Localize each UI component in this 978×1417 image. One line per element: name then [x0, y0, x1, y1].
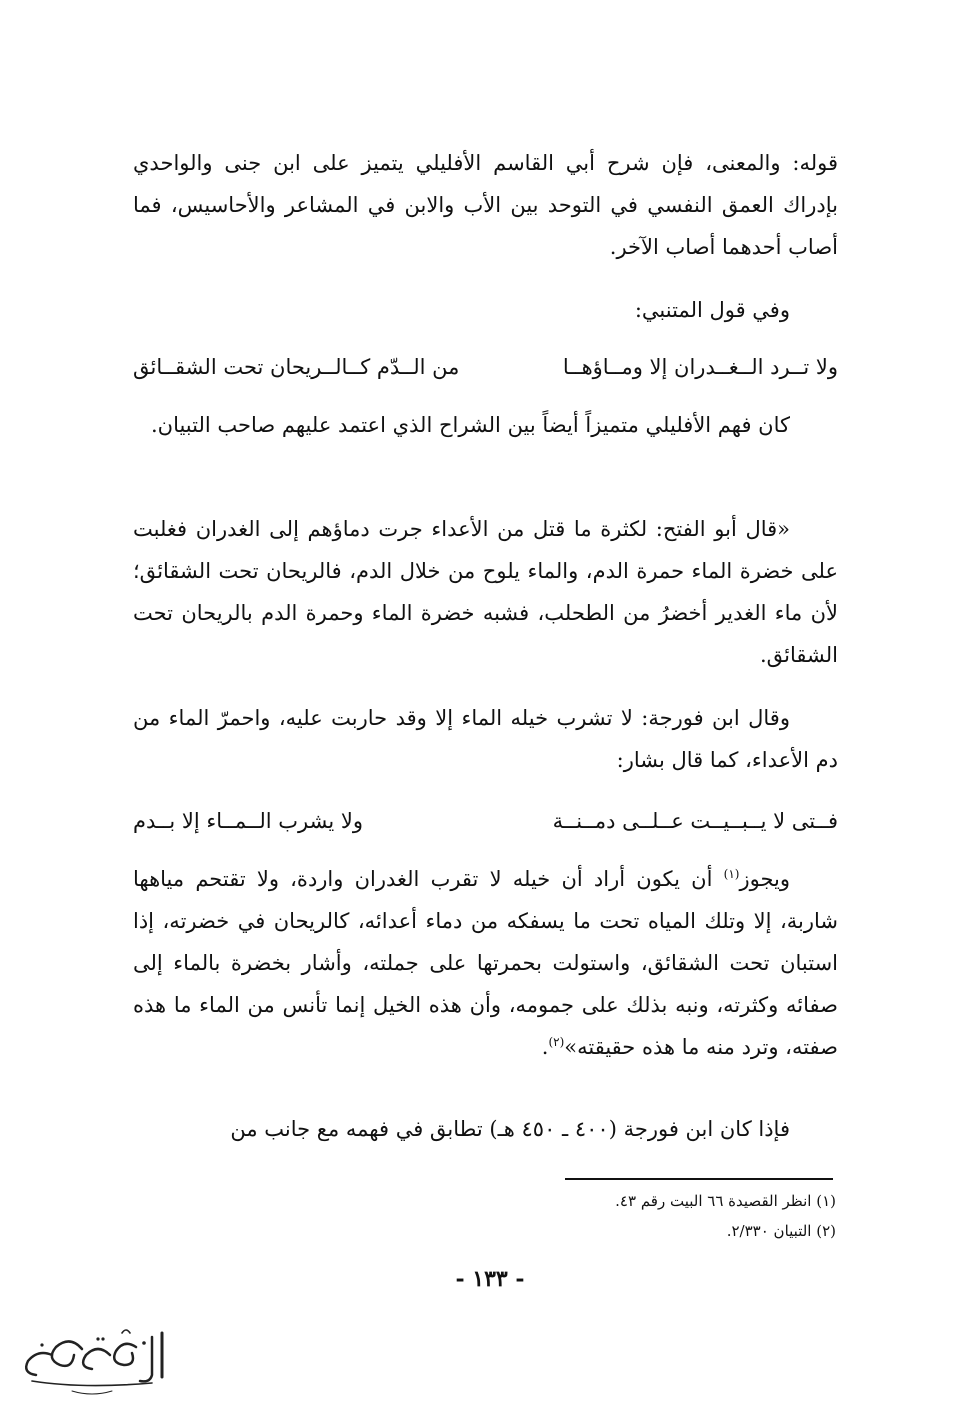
verse-second-hemistich: ولا يشرب الــمــاء إلا بــدم [133, 809, 363, 833]
footnote-ref-1: (١) [723, 867, 740, 881]
footnote-1: (١) انظر القصيدة ٦٦ البيت رقم ٤٣. [615, 1192, 836, 1210]
main-text-block-3 [133, 404, 838, 446]
publisher-logo-icon [12, 1325, 172, 1405]
paragraph-lead-word: ويجوز [739, 867, 790, 891]
footnote-ref-2: (٢) [548, 1035, 565, 1049]
paragraph-body: أن يكون أراد أن خيله لا تقرب الغدران واردة، ولا تقتحم مياهها شاربة، إلا وتلك المياه تحت ما يسفكه من دماء أعدائه، كالريحان في خضرته، إذا استبان تحت الشقائق، واستولت بحمرتها على جملته، وأشار بخضرة بالماء إلى صفائه وكثرته، ونبه بذلك على جمومه، وأن هذه الخيل إنما تأنس من الماء ما هذه صفته، وترد منه ما هذه حقيقته» [133, 867, 838, 1059]
paragraph-conclusion: فإذا كان ابن فورجة (٤٠٠ ـ ٤٥٠ هـ) تطابق في فهمه مع جانب من [230, 1117, 790, 1141]
paragraph-ibn-furraja: وقال ابن فورجة: لا تشرب خيله الماء إلا وقد حاربت عليه، واحمرّ الماء من دم الأعداء، كما قال بشار: [133, 706, 838, 772]
main-text-block-2 [133, 289, 838, 331]
paragraph-commentary: قوله: والمعنى، فإن شرح أبي القاسم الأفليلي يتميز على ابن جنى والواحدي بإدراك العمق النفسي في التوحد بين الأب والابن في المشاعر والأحاسيس، فما أصاب أحدهما أصاب الآخر. [133, 151, 838, 259]
page-number: - ١٣٣ - [455, 1266, 525, 1292]
main-text-block-5 [133, 697, 838, 781]
main-text-block [133, 142, 838, 268]
verse-first-hemistich: فــتى لا يــبــيــت عــلــى دمــنــة [552, 809, 838, 833]
footnote-2: (٢) التبيان ٢/٣٣٠. [726, 1222, 836, 1240]
main-text-block-6 [133, 858, 838, 1068]
paragraph-abu-al-fath-quote: «قال أبو الفتح: لكثرة ما قتل من الأعداء جرت دماؤهم إلى الغدران فغلبت على خضرة الماء حمرة الدم، والماء يلوح من خلال الدم، فالريحان تحت الشقائق؛ لأن ماء الغدير أخضرُ من الطحلب، فشبه خضرة الماء وحمرة الدم بالريحان تحت الشقائق. [133, 517, 838, 667]
main-text-block-4 [133, 508, 838, 676]
paragraph-tibyan: كان فهم الأفليلي متميزاً أيضاً بين الشراح الذي اعتمد عليهم صاحب التبيان. [150, 413, 790, 437]
footnotes [400, 1186, 836, 1246]
verse-line [133, 800, 838, 842]
verse-first-hemistich: ولا تــرد الــغــدران إلا ومــاؤهــا [562, 355, 838, 379]
verse-second-hemistich: من الــدّم كــالــريحان تحت الشقــائق [133, 355, 460, 379]
verse-block-1 [133, 346, 838, 388]
paragraph-mutanabbi-intro: وفي قول المتنبي: [634, 298, 790, 322]
main-text-block-7 [133, 1108, 838, 1150]
footnote-separator [565, 1178, 833, 1180]
paragraph-interpretation: ويجوز$^{(١)}$ أن يكون أراد أن خيله لا تقرب الغدران واردة، ولا تقتحم مياهها شاربة، إلا وتلك المياه تحت ما يسفكه من دماء أعدائه، كالريحان في خضرته، إذا استبان تحت الشقائق، واستولت بحمرتها على جملته، وأشار بخضرة بالماء إلى صفائه وكثرته، ونبه بذلك على جمومه، وأن هذه الخيل إنما تأنس من الماء ما هذه صفته، وترد منه ما هذه حقيقته»$^{(٢)}$. [133, 867, 838, 1059]
verse-block-2 [133, 800, 838, 842]
verse-line [133, 346, 838, 388]
